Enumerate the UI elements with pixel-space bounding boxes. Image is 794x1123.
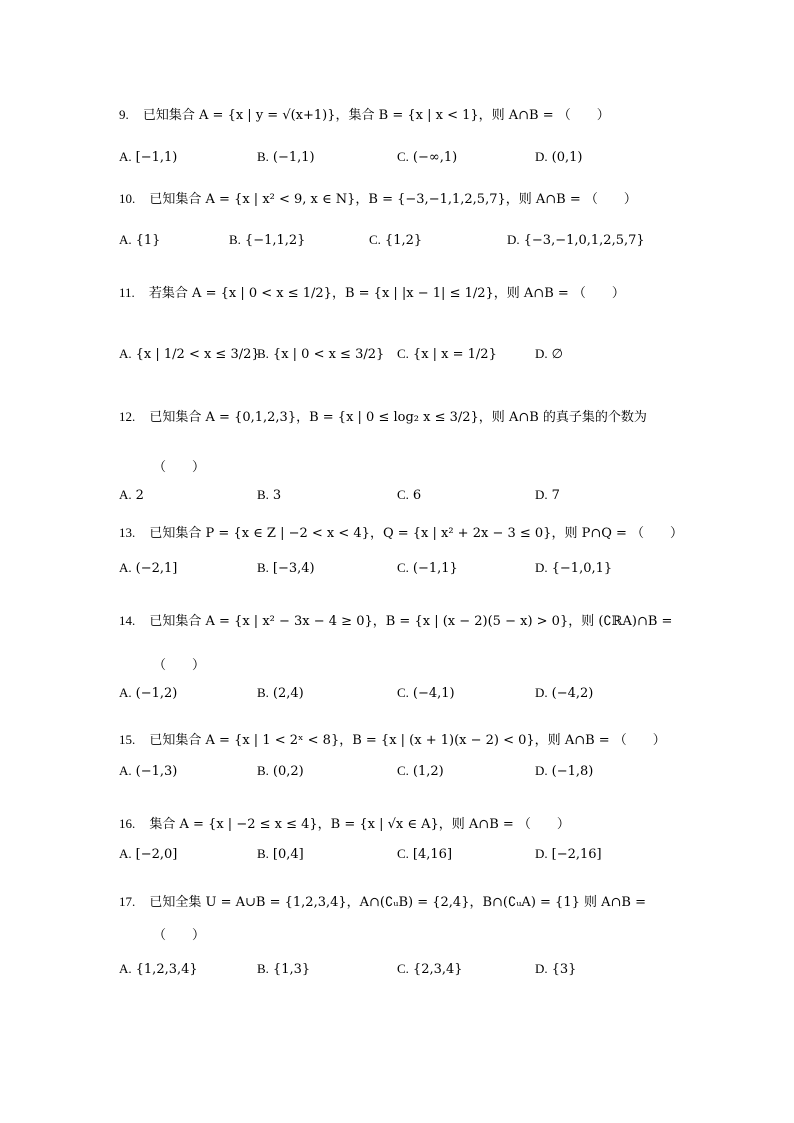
question-11 — [119, 284, 734, 303]
options-9 — [119, 149, 739, 169]
answer-paren: （ ） — [153, 658, 206, 673]
option-b[interactable]: B. {−1,1,2} — [229, 232, 306, 248]
question-13 — [119, 524, 734, 543]
option-a[interactable]: A. {1} — [119, 232, 161, 248]
option-d[interactable]: D. ∅ — [535, 346, 563, 362]
option-d[interactable]: D. [−2,16] — [535, 846, 602, 862]
option-d[interactable]: D. (0,1) — [535, 149, 583, 165]
option-d[interactable]: D. {3} — [535, 961, 577, 977]
option-c[interactable]: C. (1,2) — [397, 763, 444, 779]
option-c[interactable]: C. {1,2} — [369, 232, 423, 248]
option-b[interactable]: B. 3 — [257, 487, 282, 503]
question-number: 13. — [119, 525, 136, 540]
option-c[interactable]: C. (−1,1} — [397, 560, 458, 576]
question-stem: 已知集合 A = {x | 1 < 2ˣ < 8}，B = {x | (x + 1)(x − 2) < 0}，则 A∩B = （ ） — [149, 733, 666, 748]
question-stem: 已知全集 U = A∪B = {1,2,3,4}，A∩(∁ᵤB) = {2,4}，B∩(∁ᵤA) = {1} 则 A∩B = — [149, 895, 646, 910]
question-number: 14. — [119, 613, 136, 628]
question-number: 15. — [119, 732, 136, 747]
question-stem: 已知集合 A = {x | y = √(x+1)}，集合 B = {x | x < 1}，则 A∩B = （ ） — [142, 108, 610, 123]
option-c[interactable]: C. (−∞,1) — [397, 149, 458, 165]
question-stem: 已知集合 A = {x | x² − 3x − 4 ≥ 0}，B = {x | (x − 2)(5 − x) > 0}，则 (∁ℝA)∩B = — [149, 614, 673, 629]
question-number: 16. — [119, 816, 136, 831]
option-a[interactable]: A. (−1,3) — [119, 763, 178, 779]
option-a[interactable]: A. {x | 1/2 < x ≤ 3/2} — [119, 346, 260, 362]
options-10 — [119, 232, 739, 252]
option-b[interactable]: B. {x | 0 < x ≤ 3/2} — [257, 346, 385, 362]
question-17 — [119, 893, 734, 912]
question-stem: 已知集合 A = {x | x² < 9, x ∈ N}，B = {−3,−1,1,2,5,7}，则 A∩B = （ ） — [149, 192, 637, 207]
question-15 — [119, 731, 734, 750]
option-c[interactable]: C. [4,16] — [397, 846, 453, 862]
question-number: 12. — [119, 409, 136, 424]
question-10 — [119, 190, 734, 209]
option-a[interactable]: A. (−2,1] — [119, 560, 178, 576]
question-number: 17. — [119, 894, 136, 909]
question-number: 11. — [119, 285, 135, 300]
option-c[interactable]: C. {x | x = 1/2} — [397, 346, 497, 362]
question-stem: 集合 A = {x | −2 ≤ x ≤ 4}，B = {x | √x ∈ A}，则 A∩B = （ ） — [149, 817, 570, 832]
option-c[interactable]: C. 6 — [397, 487, 422, 503]
question-stem: 若集合 A = {x | 0 < x ≤ 1/2}，B = {x | |x − 1| ≤ 1/2}，则 A∩B = （ ） — [148, 286, 625, 301]
options-15 — [119, 763, 739, 783]
question-14 — [119, 612, 734, 631]
options-13 — [119, 560, 739, 580]
option-a[interactable]: A. {1,2,3,4} — [119, 961, 198, 977]
option-a[interactable]: A. 2 — [119, 487, 144, 503]
question-number: 9. — [119, 107, 129, 122]
question-stem: 已知集合 A = {0,1,2,3}，B = {x | 0 ≤ log₂ x ≤ 3/2}，则 A∩B 的真子集的个数为 — [149, 410, 647, 425]
question-16 — [119, 815, 734, 834]
option-b[interactable]: B. (2,4) — [257, 685, 304, 701]
option-c[interactable]: C. (−4,1) — [397, 685, 455, 701]
options-16 — [119, 846, 739, 866]
options-11 — [119, 346, 739, 366]
answer-paren: （ ） — [153, 928, 206, 943]
option-b[interactable]: B. [−3,4) — [257, 560, 315, 576]
option-d[interactable]: D. 7 — [535, 487, 560, 503]
question-number: 10. — [119, 191, 136, 206]
answer-paren: （ ） — [153, 460, 206, 475]
question-9 — [119, 106, 734, 125]
option-a[interactable]: A. (−1,2) — [119, 685, 178, 701]
option-b[interactable]: B. (0,2) — [257, 763, 304, 779]
question-stem: 已知集合 P = {x ∈ Z | −2 < x < 4}，Q = {x | x² + 2x − 3 ≤ 0}，则 P∩Q = （ ） — [149, 526, 684, 541]
options-14 — [119, 685, 739, 705]
option-b[interactable]: B. [0,4] — [257, 846, 304, 862]
option-d[interactable]: D. (−4,2) — [535, 685, 594, 701]
question-12 — [119, 408, 734, 427]
options-17 — [119, 961, 739, 981]
options-12 — [119, 487, 739, 507]
option-a[interactable]: A. [−1,1) — [119, 149, 178, 165]
option-b[interactable]: B. (−1,1) — [257, 149, 315, 165]
option-b[interactable]: B. {1,3} — [257, 961, 311, 977]
option-a[interactable]: A. [−2,0] — [119, 846, 178, 862]
option-d[interactable]: D. {−3,−1,0,1,2,5,7} — [507, 232, 645, 248]
option-c[interactable]: C. {2,3,4} — [397, 961, 463, 977]
option-d[interactable]: D. (−1,8) — [535, 763, 594, 779]
option-d[interactable]: D. {−1,0,1} — [535, 560, 613, 576]
